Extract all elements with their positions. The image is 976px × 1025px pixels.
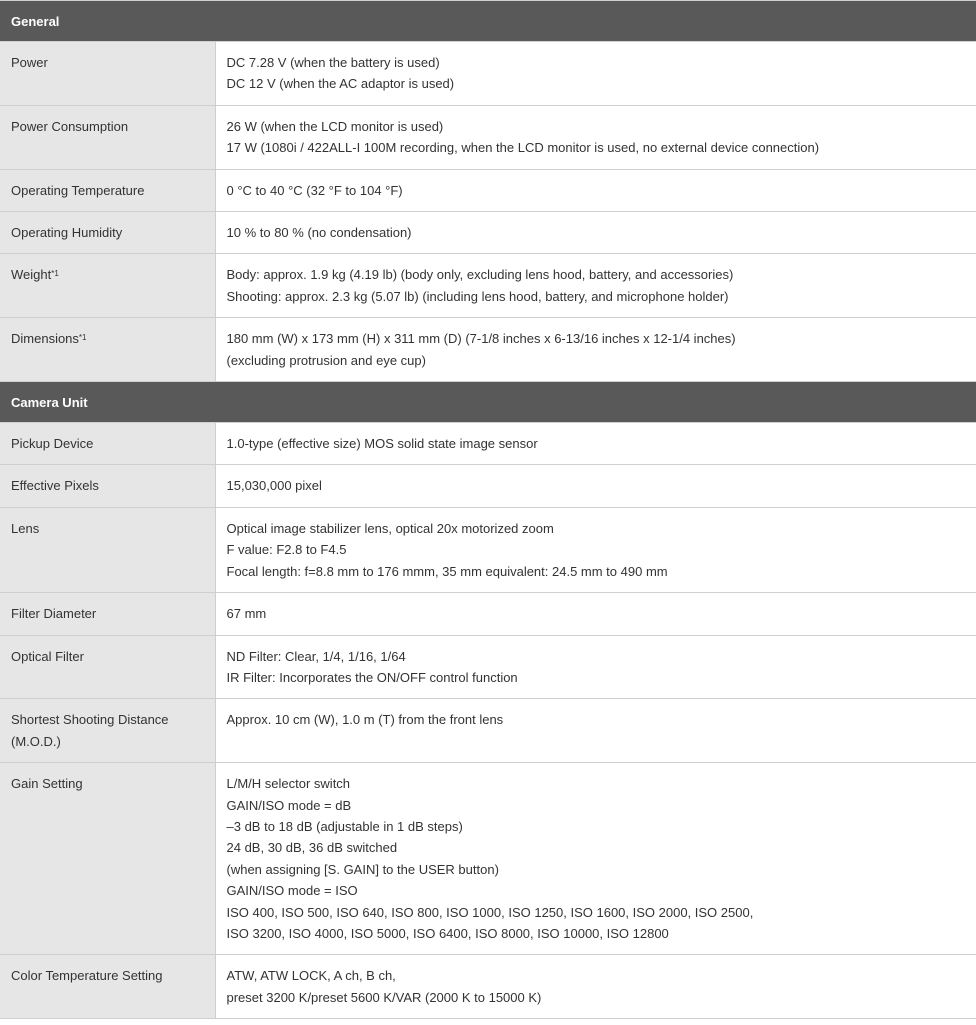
footnote-marker: *1 <box>51 269 59 279</box>
spec-row <box>0 699 976 763</box>
spec-value-cell <box>215 169 976 211</box>
spec-value-line: –3 dB to 18 dB (adjustable in 1 dB steps) <box>226 818 463 834</box>
spec-value-line: 26 W (when the LCD monitor is used) <box>226 118 444 134</box>
spec-value-line: Body: approx. 1.9 kg (4.19 lb) (body only, excluding lens hood, battery, and accessories) <box>226 267 734 283</box>
spec-label-cell <box>0 699 215 763</box>
spec-value-line: GAIN/ISO mode = dB <box>226 797 352 813</box>
section-title: General <box>0 1 976 42</box>
spec-label-cell <box>0 507 215 592</box>
spec-label-cell <box>0 169 215 211</box>
spec-value-cell <box>215 507 976 592</box>
spec-label: Lens <box>11 520 40 536</box>
spec-label: Pickup Device <box>11 436 94 452</box>
spec-row <box>0 593 976 635</box>
spec-value-cell <box>215 699 976 763</box>
spec-value-line: F value: F2.8 to F4.5 <box>226 542 347 558</box>
spec-row <box>0 254 976 318</box>
spec-value-line: 24 dB, 30 dB, 36 dB switched <box>226 840 398 856</box>
spec-value-cell <box>215 763 976 955</box>
spec-value-line: Shooting: approx. 2.3 kg (5.07 lb) (including lens hood, battery, and microphone holder) <box>226 288 729 304</box>
spec-label-cell <box>0 423 215 465</box>
spec-row <box>0 169 976 211</box>
spec-value-line: 180 mm (W) x 173 mm (H) x 311 mm (D) (7-1/8 inches x 6-13/16 inches x 12-1/4 inches) <box>226 331 736 347</box>
spec-label: Effective Pixels <box>11 478 99 494</box>
spec-row <box>0 507 976 592</box>
spec-value-cell <box>215 635 976 699</box>
spec-label: Power Consumption <box>11 118 129 134</box>
spec-value-line: DC 7.28 V (when the battery is used) <box>226 55 440 70</box>
spec-label-cell <box>0 212 215 254</box>
spec-row <box>0 212 976 254</box>
spec-table-body <box>0 1 976 1019</box>
spec-label: Filter Diameter <box>11 606 97 622</box>
spec-label-cell <box>0 635 215 699</box>
spec-label: Weight <box>11 267 52 283</box>
spec-value-line: 0 °C to 40 °C (32 °F to 104 °F) <box>226 182 403 198</box>
spec-label: Operating Temperature <box>11 182 145 198</box>
spec-row <box>0 955 976 1019</box>
spec-value-cell <box>215 423 976 465</box>
spec-value-line: ATW, ATW LOCK, A ch, B ch, <box>226 968 396 984</box>
spec-value-line: Focal length: f=8.8 mm to 176 mmm, 35 mm equivalent: 24.5 mm to 490 mm <box>226 563 668 579</box>
spec-row <box>0 423 976 465</box>
spec-row <box>0 763 976 955</box>
spec-value-cell <box>215 465 976 507</box>
spec-value-cell <box>215 593 976 635</box>
spec-label: Gain Setting <box>11 776 83 792</box>
spec-value-line: 1.0-type (effective size) MOS solid state image sensor <box>226 436 538 452</box>
spec-label-cell <box>0 763 215 955</box>
spec-label: Color Temperature Setting <box>11 968 163 984</box>
spec-value-cell <box>215 955 976 1019</box>
spec-value-line: GAIN/ISO mode = ISO <box>226 883 358 899</box>
spec-value-line: IR Filter: Incorporates the ON/OFF control function <box>226 669 518 685</box>
spec-label: Dimensions <box>11 331 79 347</box>
spec-value-cell <box>215 105 976 169</box>
spec-row <box>0 318 976 382</box>
spec-value-line: 10 % to 80 % (no condensation) <box>226 225 412 241</box>
spec-value-line: Approx. 10 cm (W), 1.0 m (T) from the front lens <box>226 712 504 728</box>
spec-row <box>0 42 976 106</box>
spec-label-cell <box>0 254 215 318</box>
spec-value-cell <box>215 254 976 318</box>
spec-value-line: 15,030,000 pixel <box>226 478 322 494</box>
footnote-marker: *1 <box>78 333 87 343</box>
spec-value-cell <box>215 318 976 382</box>
spec-value-line: L/M/H selector switch <box>226 776 351 792</box>
spec-value-line: ND Filter: Clear, 1/4, 1/16, 1/64 <box>226 648 406 664</box>
spec-label: Operating Humidity <box>11 225 123 241</box>
spec-value-line: Optical image stabilizer lens, optical 20x motorized zoom <box>226 520 554 536</box>
spec-row <box>0 105 976 169</box>
spec-label-cell <box>0 465 215 507</box>
spec-row <box>0 465 976 507</box>
section-header <box>0 1 976 42</box>
spec-row <box>0 635 976 699</box>
spec-value-cell <box>215 212 976 254</box>
spec-label: Optical Filter <box>11 648 84 664</box>
spec-label-cell <box>0 318 215 382</box>
spec-label-cell <box>0 955 215 1019</box>
spec-value-line: 67 mm <box>226 606 267 622</box>
spec-label-cell <box>0 42 215 106</box>
spec-value-line: 17 W (1080i / 422ALL-I 100M recording, when the LCD monitor is used, no external device connection) <box>226 140 820 156</box>
spec-value-cell <box>215 42 976 106</box>
spec-label-cell <box>0 105 215 169</box>
spec-label: Shortest Shooting Distance (M.O.D.) <box>11 712 169 749</box>
spec-value-line: ISO 400, ISO 500, ISO 640, ISO 800, ISO 1000, ISO 1250, ISO 1600, ISO 2000, ISO 2500, <box>226 904 754 920</box>
spec-label-cell <box>0 593 215 635</box>
spec-value-line: DC 12 V (when the AC adaptor is used) <box>226 76 455 92</box>
spec-value-line: preset 3200 K/preset 5600 K/VAR (2000 K to 15000 K) <box>226 989 542 1005</box>
spec-value-line: ISO 3200, ISO 4000, ISO 5000, ISO 6400, ISO 8000, ISO 10000, ISO 12800 <box>226 925 669 941</box>
spec-value-line: (when assigning [S. GAIN] to the USER button) <box>226 861 499 877</box>
spec-label: Power <box>11 55 48 70</box>
section-title: Camera Unit <box>0 382 976 423</box>
spec-value-line: (excluding protrusion and eye cup) <box>226 352 426 368</box>
section-header <box>0 382 976 423</box>
